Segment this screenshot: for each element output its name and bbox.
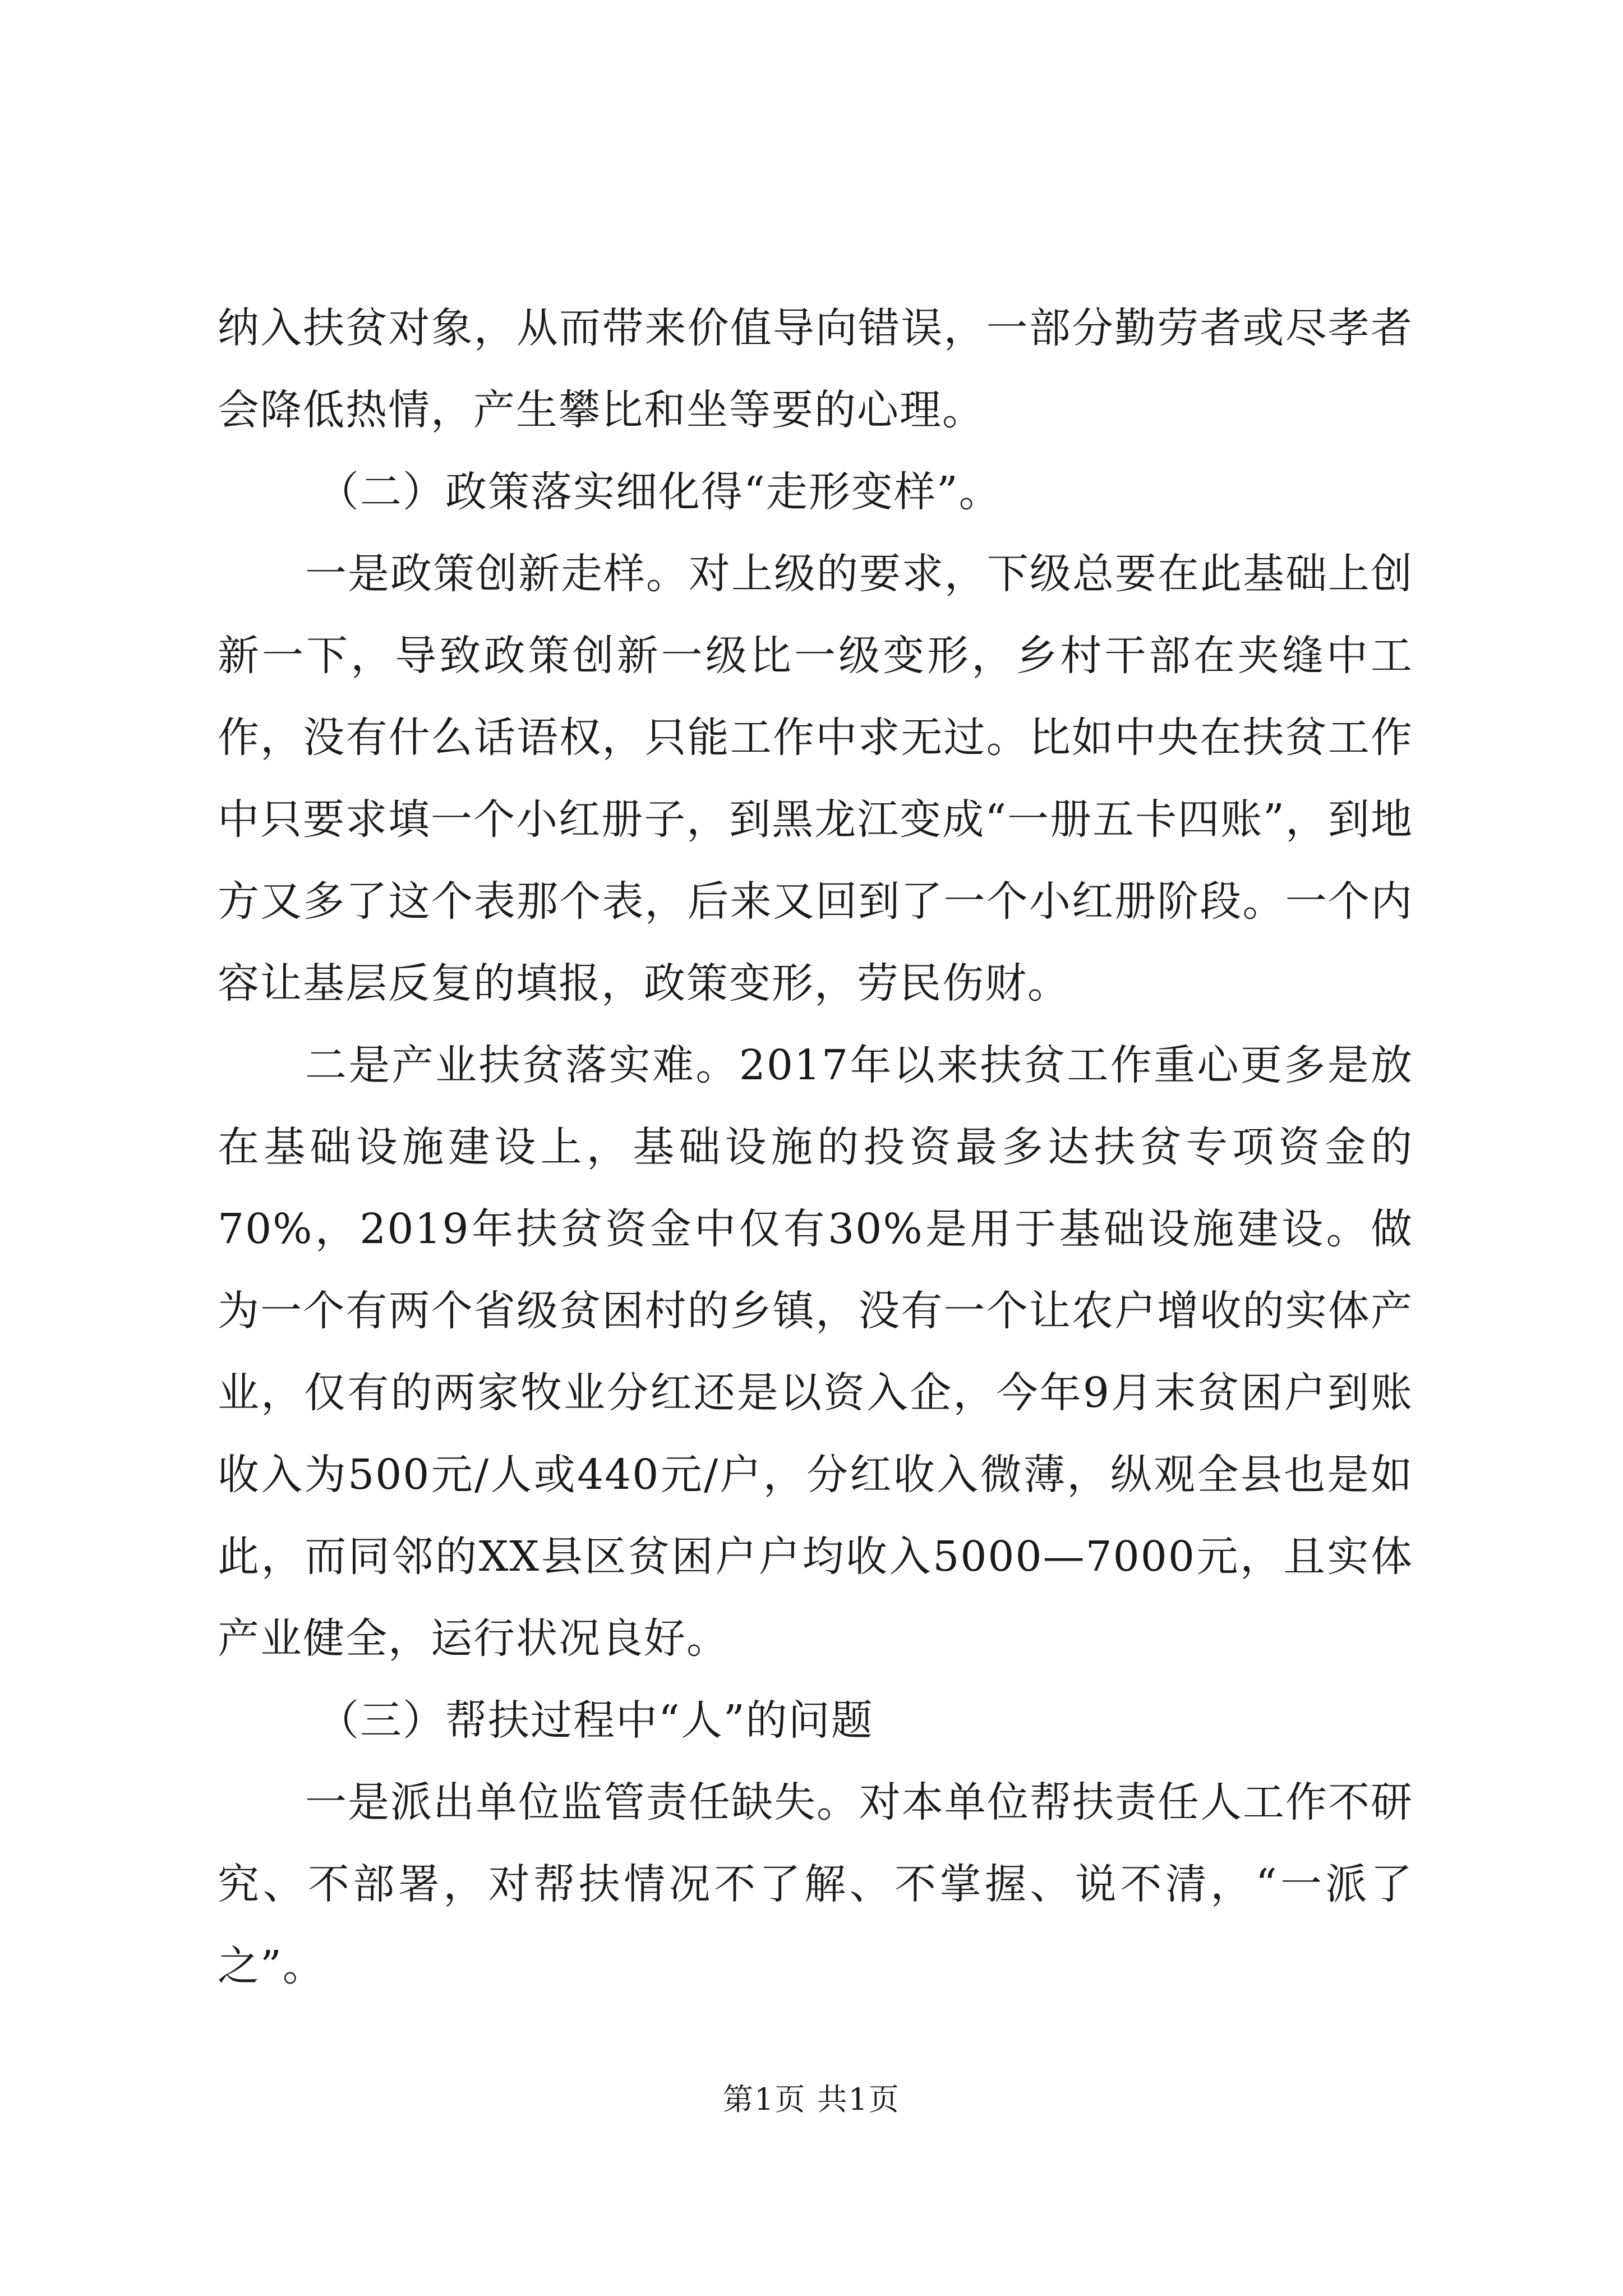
section-heading-3: （三）帮扶过程中“人”的问题 bbox=[317, 1696, 874, 1745]
document-body bbox=[218, 287, 1413, 2007]
paragraph-continuation: 纳入扶贫对象，从而带来价值导向错误，一部分勤劳者或尽孝者会降低热情，产生攀比和坐等要的心理。 bbox=[218, 304, 1413, 434]
paragraph-supervision-responsibility: 一是派出单位监管责任缺失。对本单位帮扶责任人工作不研究、不部署，对帮扶情况不了解、不掌握、说不清，“一派了之”。 bbox=[218, 1778, 1413, 1990]
page-number-footer: 第1页 共1页 bbox=[723, 2082, 900, 2117]
paragraph-policy-innovation: 一是政策创新走样。对上级的要求，下级总要在此基础上创新一下，导致政策创新一级比一级变形，乡村干部在夹缝中工作，没有什么话语权，只能工作中求无过。比如中央在扶贫工作中只要求填一个小红册子，到黑龙江变成“一册五卡四账”，到地方又多了这个表那个表，后来又回到了一个小红册阶段。一个内容让基层反复的填报，政策变形，劳民伤财。 bbox=[218, 550, 1413, 1007]
section-heading-2: （二）政策落实细化得“走形变样”。 bbox=[317, 468, 1002, 516]
paragraph-industry-poverty-alleviation: 二是产业扶贫落实难。2017年以来扶贫工作重心更多是放在基础设施建设上，基础设施的投资最多达扶贫专项资金的70%，2019年扶贫资金中仅有30%是用于基础设施建设。做为一个有两个省级贫困村的乡镇，没有一个让农户增收的实体产业，仅有的两家牧业分红还是以资入企，今年9月末贫困户到账收入为500元/人或440元/户，分红收入微薄，纵观全县也是如此，而同邻的XX县区贫困户户均收入5000—7000元，且实体产业健全，运行状况良好。 bbox=[218, 1041, 1413, 1663]
